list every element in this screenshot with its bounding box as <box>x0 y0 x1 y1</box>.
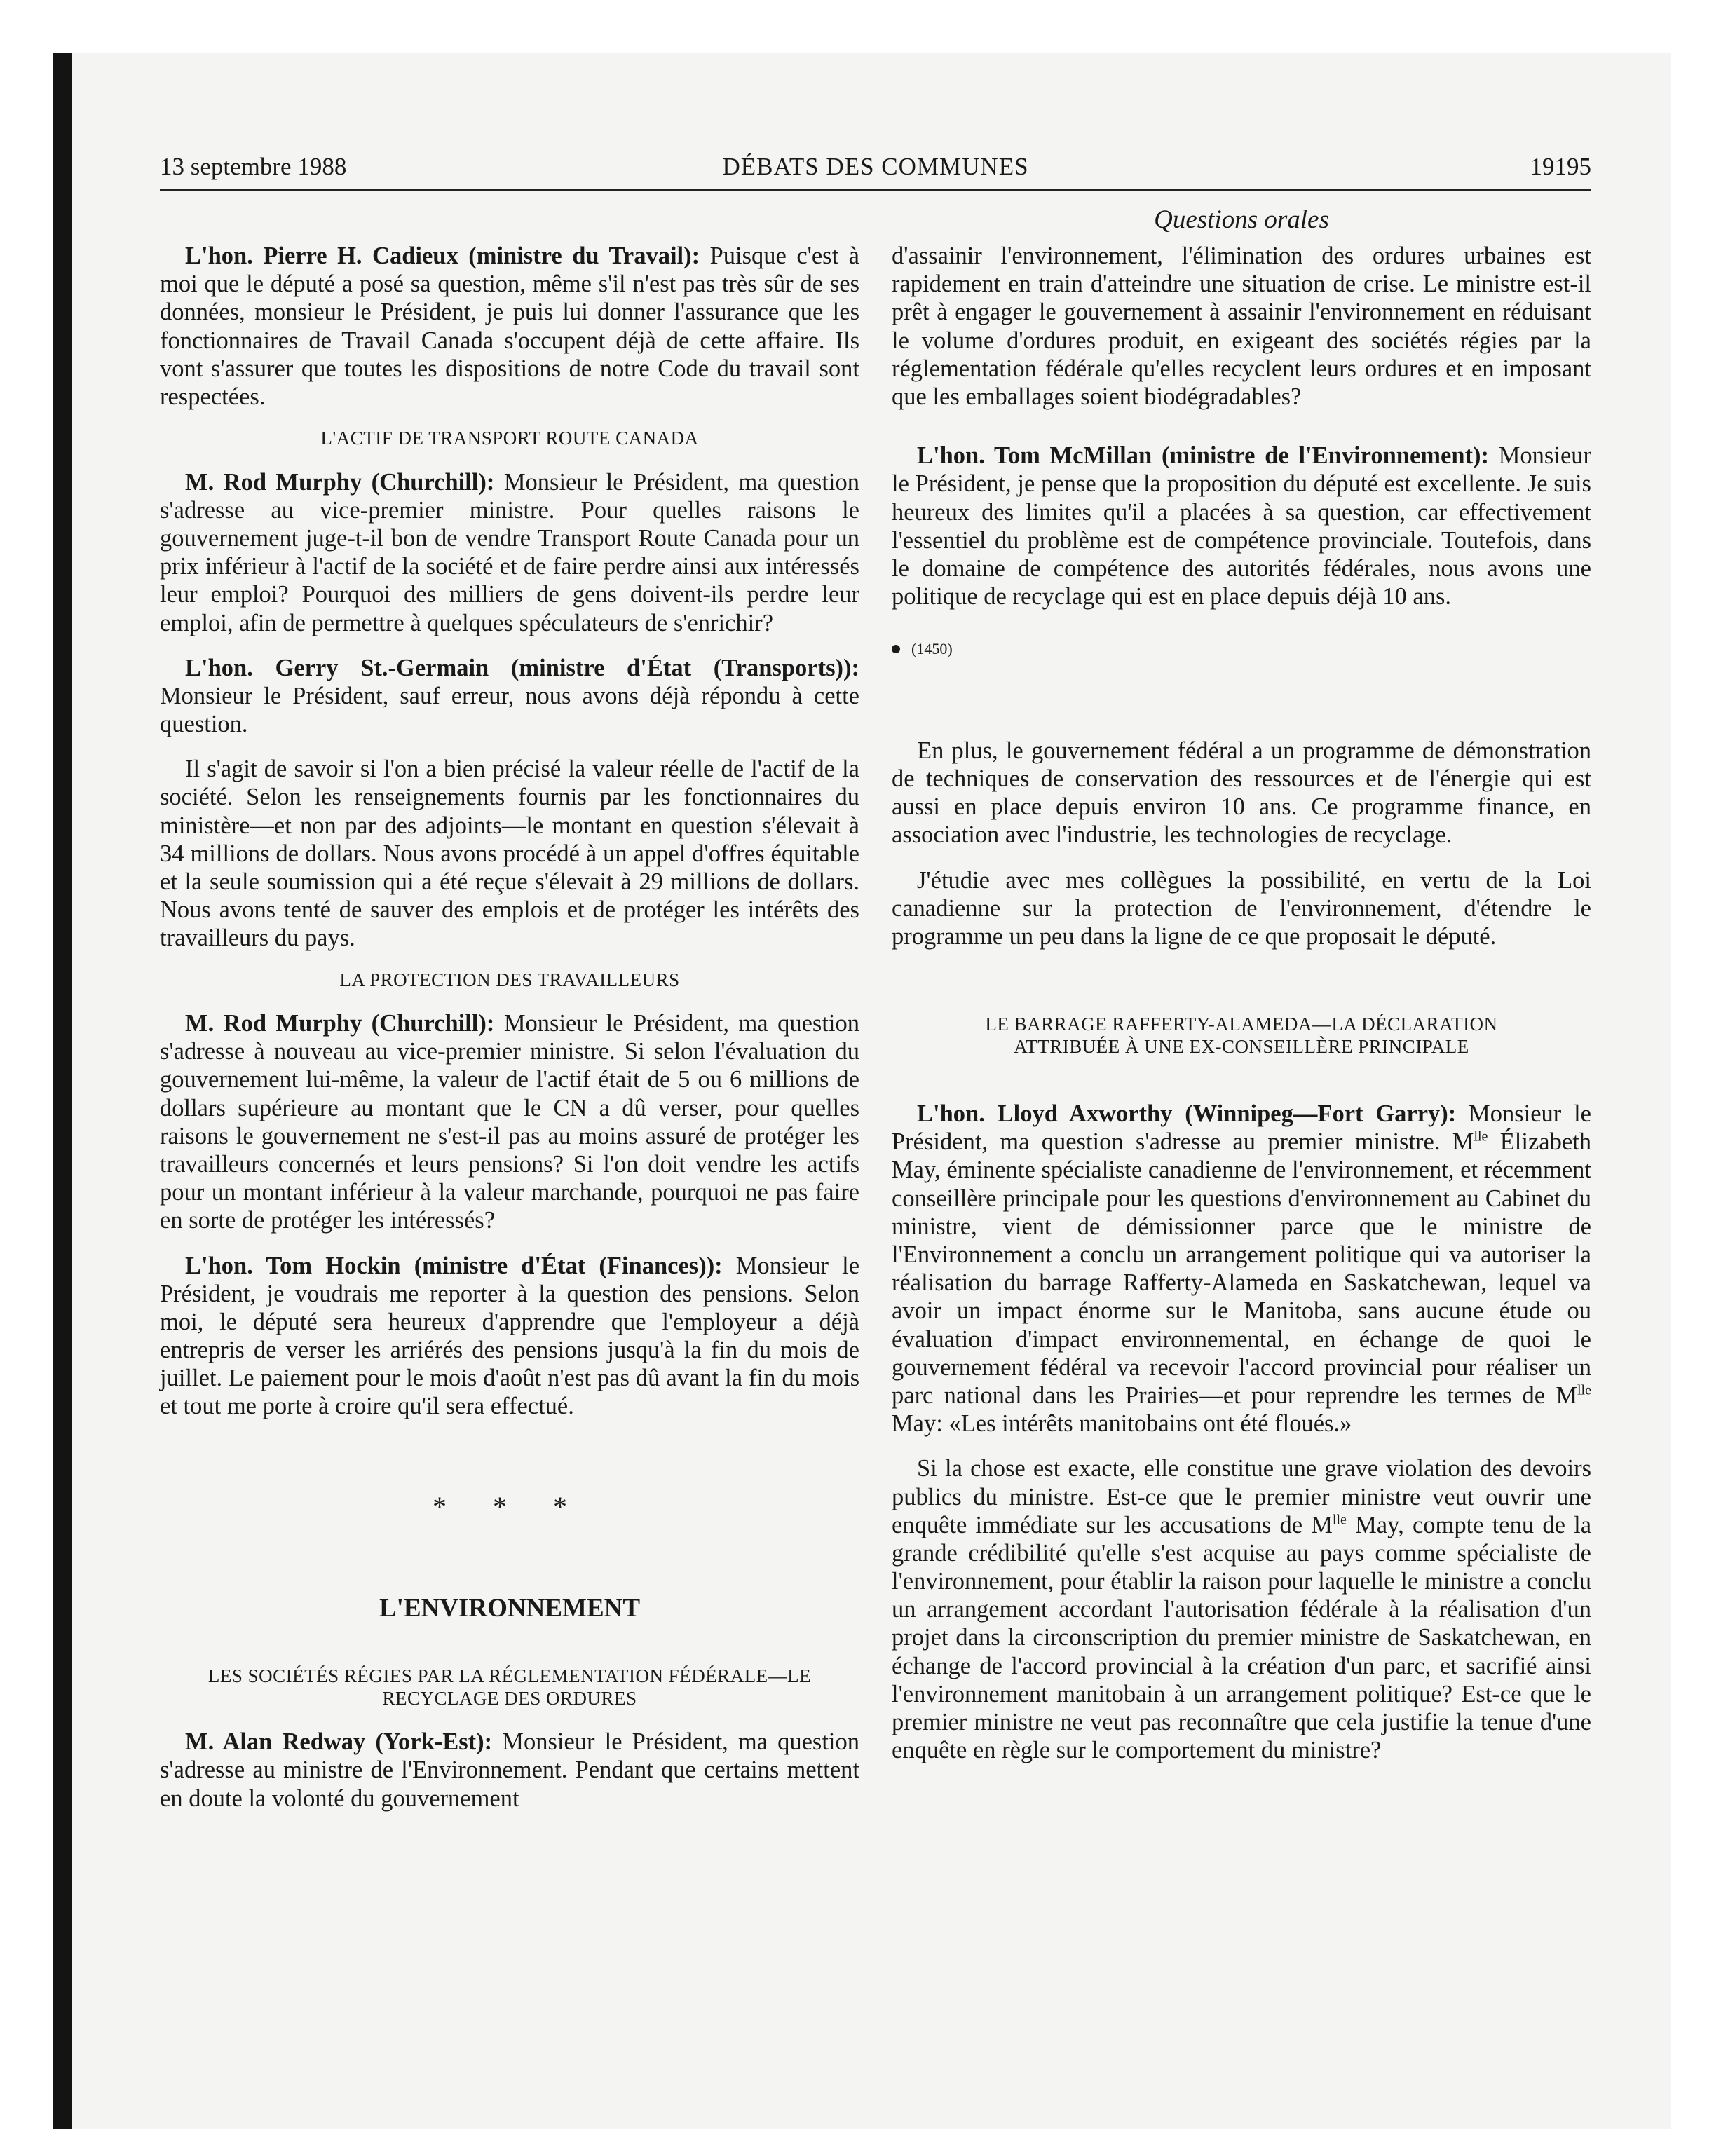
speaker-name: M. Rod Murphy (Churchill): <box>185 468 495 496</box>
speaker-name: L'hon. Pierre H. Cadieux (ministre du Travail): <box>185 243 700 269</box>
speaker-name: L'hon. Gerry St.-Germain (ministre d'État (Transports)): <box>185 654 859 681</box>
speech-text: Monsieur le Président, sauf erreur, nous avons déjà répondu à cette question. <box>160 682 859 738</box>
section-label: Questions orales <box>1154 205 1329 234</box>
paragraph <box>160 1728 859 1813</box>
subject-heading: L'ACTIF DE TRANSPORT ROUTE CANADA <box>320 428 699 449</box>
time-marker-text: (1450) <box>911 640 953 658</box>
speaker-name: M. Alan Redway (York-Est): <box>185 1728 493 1756</box>
speech-text: May: «Les intérêts manitobains ont été floués.» <box>892 1410 1352 1438</box>
speaker-name: L'hon. Tom Hockin (ministre d'État (Finances)): <box>185 1252 723 1279</box>
speaker-name: L'hon. Tom McMillan (ministre de l'Environnement): <box>917 442 1489 470</box>
speech-text: Élizabeth May, éminente spécialiste canadienne de l'environnement, et récemment conseillère principale pour les questions d'environnement au Cabinet du ministre, vient de démissionner parce que le ministre de l'Environnement a conclu un arrangement politique qui va autoriser la réalisation du barrage Rafferty-Alameda en Saskatchewan, lequel va avoir un impact énorme sur le Manitoba, sans aucune étude ou évaluation d'impact environnemental, en échange de quoi le gouvernement fédéral va recevoir l'accord provincial pour réaliser un parc national dans les Prairies—et pour reprendre les termes de M <box>892 1128 1591 1409</box>
subject-heading-line: ATTRIBUÉE À UNE EX-CONSEILLÈRE PRINCIPALE <box>1014 1035 1469 1057</box>
speaker-name: M. Rod Murphy (Churchill): <box>185 1010 495 1037</box>
bullet-icon <box>892 645 900 653</box>
speech-text: Monsieur le Président, ma question s'adresse au vice-premier ministre. Pour quelles raisons le gouvernement juge-t-il bon de vendre Transport Route Canada pour un prix inférieur à l'actif de la société et de faire perdre ainsi aux intéressés leur emploi? Pourquoi des milliers de gens doivent-ils perdre leur emploi, afin de permettre à quelques spéculateurs de s'enrichir? <box>160 468 859 636</box>
paragraph <box>892 442 1591 610</box>
page-header <box>160 153 1591 191</box>
superscript: lle <box>1577 1382 1591 1398</box>
superscript: lle <box>1474 1128 1488 1145</box>
header-date: 13 septembre 1988 <box>160 153 347 180</box>
left-column <box>160 242 859 1829</box>
paragraph <box>160 1009 859 1235</box>
paragraph <box>160 468 859 637</box>
paragraph <box>160 654 859 739</box>
speech-text: Monsieur le Président, ma question s'adresse au premier ministre. M <box>892 1100 1591 1156</box>
section-separator: * * * <box>433 1490 587 1522</box>
paragraph: En plus, le gouvernement fédéral a un programme de démonstration de techniques de conservation des ressources et de l'énergie qui est aussi en place depuis environ 10 ans. Ce programme finance, en association avec l'industrie, les technologies de recyclage. <box>892 737 1591 849</box>
speech-text: Monsieur le Président, ma question s'adresse au ministre de l'Environnement. Pendant que certains mettent en doute la volonté du gouvernement <box>160 1728 859 1812</box>
paragraph <box>160 1252 859 1421</box>
speech-text: Si la chose est exacte, elle constitue une grave violation des devoirs publics du ministre. Est-ce que le premier ministre veut ouvrir une enquête immédiate sur les accusations de M <box>892 1455 1591 1538</box>
paragraph: d'assainir l'environnement, l'élimination des ordures urbaines est rapidement en train d'atteindre une situation de crise. Le ministre est-il prêt à engager le gouvernement à assainir l'environnement en réduisant le volume d'ordures produit, en exigeant des sociétés régies par la réglementation fédérale qu'elles recyclent leurs ordures et en imposant que les emballages soient biodégradables? <box>892 243 1591 410</box>
speech-text: Monsieur le Président, je pense que la proposition du député est excellente. Je suis heureux des limites qu'il a placées à sa question, car effectivement l'essentiel du problème est de compétence provinciale. Toutefois, dans le domaine de compétence des autorités fédérales, nous avons une politique de recyclage qui est en place depuis déjà 10 ans. <box>892 442 1591 610</box>
speech-text: May, compte tenu de la grande crédibilité qu'elle s'est acquise au pays comme spécialiste de l'environnement, pour établir la raison pour laquelle le ministre a conclu un arrangement accordant l'autorisation fédérale à la réalisation d'un projet dans la circonscription du premier ministre de Saskatchewan, en échange de l'accord provincial à la création d'un parc, et sacrifié ainsi l'environnement manitobain à un arrangement politique? Est-ce que le premier ministre ne veut pas reconnaître que cela justifie la tenue d'une enquête en règle sur le comportement du ministre? <box>892 1511 1592 1764</box>
paragraph <box>892 1454 1591 1764</box>
rubric-heading: L'ENVIRONNEMENT <box>379 1594 641 1623</box>
speaker-name: L'hon. Lloyd Axworthy (Winnipeg—Fort Garry): <box>917 1100 1457 1128</box>
header-page-number: 19195 <box>1530 153 1591 180</box>
paragraph: J'étudie avec mes collègues la possibilité, en vertu de la Loi canadienne sur la protection de l'environnement, d'étendre le programme un peu dans la ligne de ce que proposait le député. <box>892 866 1591 950</box>
paragraph: Il s'agit de savoir si l'on a bien précisé la valeur réelle de l'actif de la société. Selon les renseignements fournis par les fonctionnaires du ministère—et non par des adjoints—le montant en question s'élevait à 34 millions de dollars. Nous avons procédé à un appel d'offres équitable et la seule soumission qui a été reçue s'élevait à 29 millions de dollars. Nous avons tenté de sauver des emplois et de protéger les intérêts des travailleurs du pays. <box>160 756 859 952</box>
subject-heading: LES SOCIÉTÉS RÉGIES PAR LA RÉGLEMENTATION FÉDÉRALE—LE RECYCLAGE DES ORDURES <box>207 1665 812 1709</box>
subject-heading: LA PROTECTION DES TRAVAILLEURS <box>339 969 680 990</box>
subject-heading-line: LE BARRAGE RAFFERTY-ALAMEDA—LA DÉCLARATION <box>985 1014 1498 1035</box>
paragraph <box>892 1100 1591 1438</box>
speech-text: Monsieur le Président, je voudrais me reporter à la question des pensions. Selon moi, le député sera heureux d'apprendre que l'employeur a déjà entrepris de verser les arriérés des pensions jusqu'à la fin du mois de juillet. Le paiement pour le mois d'août n'est pas dû avant la fin du mois et tout me porte à croire qu'il sera effectué. <box>160 1252 860 1420</box>
speech-text: Puisque c'est à moi que le député a posé sa question, même s'il n'est pas très sûr de ses données, monsieur le Président, je puis lui donner l'assurance que les fonctionnaires de Travail Canada s'occupent déjà de cette affaire. Ils vont s'assurer que toutes les dispositions de notre Code du travail sont respectées. <box>160 243 859 410</box>
speech-text: Monsieur le Président, ma question s'adresse à nouveau au vice-premier ministre. Si selon l'évaluation du gouvernement lui-même, la valeur de l'actif était de 5 ou 6 millions de dollars supérieure au montant que le CN a dû verser, pour quelles raisons le gouvernement ne s'est-il pas au moins assuré de protéger les travailleurs concernés et leurs pensions? Si l'on doit vendre les actifs pour un montant inférieur à la valeur marchande, pourquoi ne pas faire en sorte de protéger les intéressés? <box>160 1010 859 1234</box>
time-marker <box>892 640 1591 658</box>
scan-edge <box>53 53 72 2129</box>
subject-heading <box>892 1014 1591 1058</box>
header-title: DÉBATS DES COMMUNES <box>722 153 1029 180</box>
right-column <box>892 242 1591 1781</box>
superscript: lle <box>1332 1512 1347 1528</box>
paragraph <box>160 242 859 411</box>
